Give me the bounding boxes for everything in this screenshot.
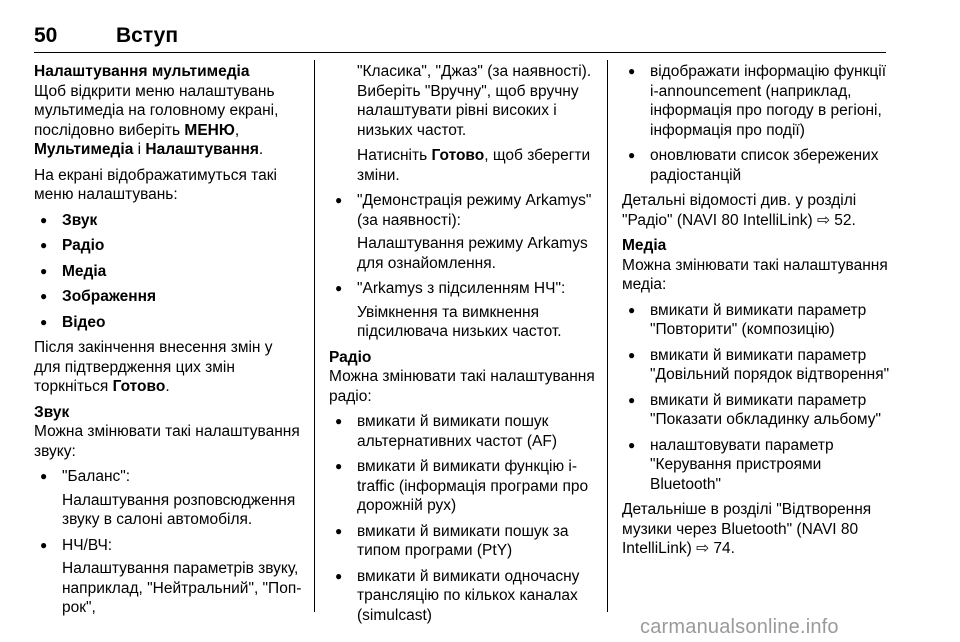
bass-label: ● "Arkamys з підсиленням НЧ":	[357, 280, 566, 297]
list-item: ● Радіо	[34, 236, 302, 256]
settings-term: Налаштування	[145, 141, 259, 158]
multimedia-intro-paragraph: Щоб відкрити меню налаштувань мультимедіа на головному екрані, послідовно виберіть МЕНЮ, Мультимедіа і Налаштування.	[34, 82, 279, 158]
multimedia-settings-heading: Налаштування мультимедіа	[34, 63, 250, 80]
list-item: ● Звук	[34, 211, 302, 231]
column-3	[622, 62, 890, 565]
arkamys-list	[329, 191, 599, 342]
done-term: Готово	[431, 147, 485, 164]
page-title: Вступ	[116, 24, 179, 47]
list-item: ● відображати інформацію функції і-announcement (наприклад, інформація про погоду в регіоні, інформація про події)	[622, 62, 890, 140]
multimedia-term: Мультимедіа	[34, 141, 134, 158]
watermark: carmanualsonline.info	[640, 616, 839, 638]
list-item: ● оновлювати список збережених радіостанцій	[622, 146, 890, 185]
page-header	[34, 20, 886, 53]
column-divider-2	[607, 60, 608, 612]
page-number: 50	[34, 24, 58, 47]
sound-heading: Звук	[34, 403, 70, 421]
confirm-paragraph: Після закінчення внесення змін у для підтвердження цих змін торкніться Готово.	[34, 339, 273, 395]
media-reference: Детальніше в розділі "Відтворення музики через Bluetooth" (NAVI 80 IntelliLink) ⇨ 74.	[622, 501, 872, 557]
list-item: ● налаштовувати параметр "Керування пристроями Bluetooth"	[622, 436, 890, 495]
list-item: ● Медіа	[34, 262, 302, 282]
radio-settings-list	[329, 412, 599, 625]
list-item: ● вмикати й вимикати параметр "Повторити" (композицію)	[622, 301, 890, 340]
lowhigh-desc: Налаштування параметрів звуку, наприклад, "Нейтральний", "Поп-рок",	[62, 560, 302, 616]
list-item: ● вмикати й вимикати пошук альтернативних частот (AF)	[329, 412, 599, 451]
press-done-paragraph: Натисніть Готово, щоб зберегти зміни.	[357, 147, 591, 184]
list-item: ● вмикати й вимикати одночасну трансляцію по кількох каналах (simulcast)	[329, 567, 599, 626]
media-settings-list	[622, 301, 890, 495]
list-item: ● вмикати й вимикати пошук за типом програми (PtY)	[329, 522, 599, 561]
column-2	[329, 62, 599, 631]
sound-intro: Можна змінювати такі налаштування звуку:	[34, 423, 300, 460]
column-divider-1	[314, 60, 315, 612]
bass-desc: Увімкнення та вимкнення підсилювача низьких частот.	[357, 303, 562, 340]
list-item: ● вмикати й вимикати параметр "Показати обкладинку альбому"	[622, 391, 890, 430]
list-item: ● вмикати й вимикати функцію і-traffic (інформація програми про дорожній рух)	[329, 457, 599, 516]
list-item	[34, 536, 302, 618]
done-term: Готово	[112, 378, 166, 395]
radio-settings-list-continued	[622, 62, 890, 185]
lowhigh-continued	[329, 62, 599, 185]
demo-label: ● "Демонстрація режиму Arkamys" (за наявності):	[357, 192, 592, 229]
radio-reference: Детальні відомості див. у розділі "Радіо" (NAVI 80 IntelliLink) ⇨ 52.	[622, 192, 857, 229]
list-item	[329, 191, 599, 273]
list-item	[34, 467, 302, 530]
screen-paragraph: На екрані відображатимуться такі меню налаштувань:	[34, 166, 277, 203]
sound-settings-list	[34, 467, 302, 618]
radio-intro: Можна змінювати такі налаштування радіо:	[329, 368, 595, 405]
balance-desc: Налаштування розповсюдження звуку в салоні автомобіля.	[62, 491, 296, 528]
column-1	[34, 62, 302, 624]
list-item	[329, 279, 599, 342]
settings-menu-list	[34, 211, 302, 333]
list-item: ● вмикати й вимикати параметр "Довільний порядок відтворення"	[622, 346, 890, 385]
lowhigh-label: ● НЧ/ВЧ:	[62, 536, 113, 554]
demo-desc: Налаштування режиму Arkamys для ознайомлення.	[357, 235, 588, 272]
media-heading: Медіа	[622, 237, 667, 254]
list-item: ● Зображення	[34, 287, 302, 307]
radio-heading: Радіо	[329, 348, 372, 366]
balance-label: ● "Баланс":	[62, 468, 131, 485]
menu-term: МЕНЮ	[184, 121, 235, 139]
list-item: ● Відео	[34, 313, 302, 333]
media-intro: Можна змінювати такі налаштування медіа:	[622, 256, 888, 293]
eq-continued: "Класика", "Джаз" (за наявності). Виберіть "Вручну", щоб вручну налаштувати рівні високих і низьких частот.	[357, 63, 592, 139]
